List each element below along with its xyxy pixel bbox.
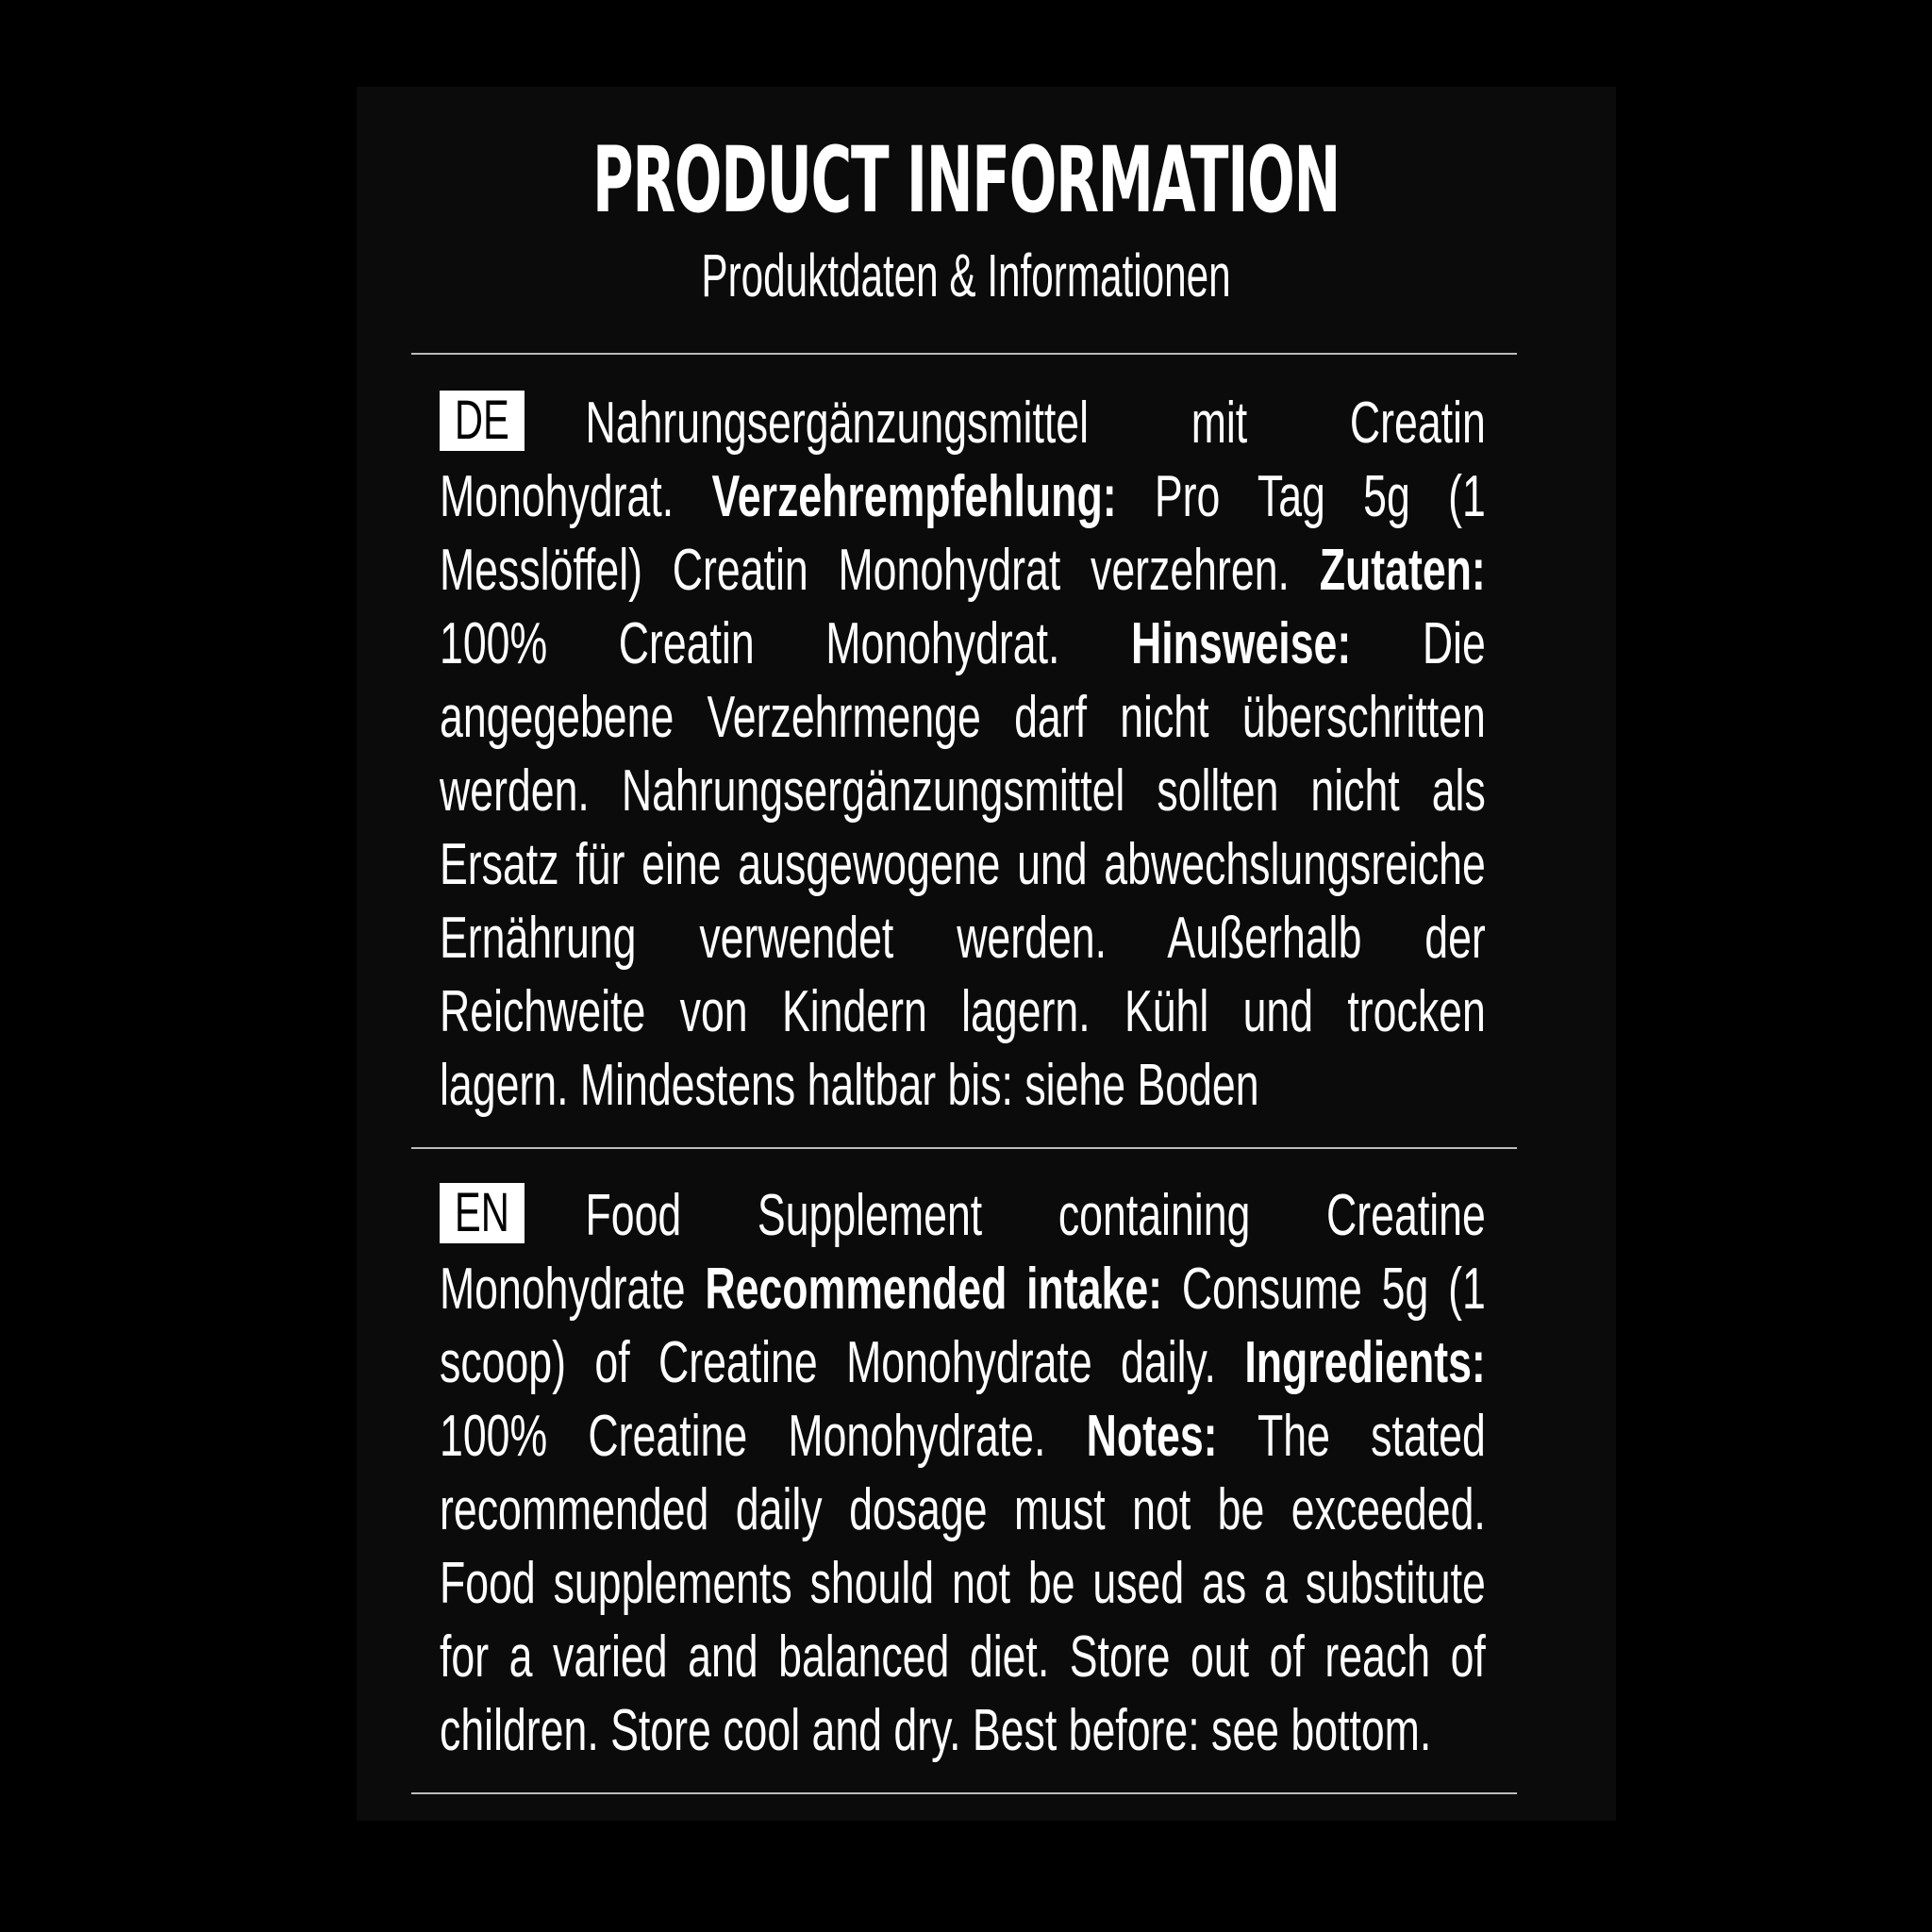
section-en-text (440, 1179, 1486, 1768)
de-intro: Nahrungsergänzungsmittel mit Creatin Monohydrat. (440, 391, 1486, 529)
lang-badge-en: EN (440, 1183, 525, 1243)
page-title: PRODUCT INFORMATION (591, 127, 1341, 233)
en-notes-text: The stated recommended daily dosage must not be exceeded. Food supplements should not be used as a substitute for a varied and balanced diet. Store out of reach of children. Store cool and dry. Best before: see bottom. (440, 1404, 1486, 1763)
en-label-ingredients: Ingredients: (1244, 1330, 1486, 1395)
de-label-intake: Verzehrempfehlung: (711, 464, 1117, 529)
divider-bottom (411, 1792, 1517, 1794)
en-intake-text: Consume 5g (1 scoop) of Creatine Monohydrate daily. (440, 1257, 1486, 1395)
section-de (440, 387, 1487, 1123)
de-ingredients-text: 100% Creatin Monohydrat. (440, 611, 1060, 676)
en-intro: Food Supplement containing Creatine Monohydrate (440, 1183, 1486, 1322)
de-notes-text: Die angegebene Verzehrmenge darf nicht überschritten werden. Nahrungsergänzungsmittel sollten nicht als Ersatz für eine ausgewogene und abwechslungsreiche Ernährung verwendet werden. Außerhalb der Reichweite von Kindern lagern. Kühl und trocken lagern. Mindestens haltbar bis: siehe Boden (440, 611, 1486, 1118)
section-de-text (440, 387, 1486, 1123)
page-subtitle: Produktdaten & Informationen (701, 242, 1231, 309)
section-en (440, 1179, 1487, 1768)
de-label-ingredients: Zutaten: (1319, 538, 1486, 603)
de-intake-text: Pro Tag 5g (1 Messlöffel) Creatin Monohydrat verzehren. (440, 464, 1486, 603)
de-label-notes: Hinsweise: (1131, 611, 1352, 676)
en-ingredients-text: 100% Creatine Monohydrate. (440, 1404, 1046, 1469)
divider-middle (411, 1147, 1517, 1149)
en-label-notes: Notes: (1086, 1404, 1218, 1469)
lang-badge-de: DE (440, 391, 525, 451)
divider-top (411, 353, 1517, 355)
en-label-intake: Recommended intake: (705, 1257, 1163, 1322)
